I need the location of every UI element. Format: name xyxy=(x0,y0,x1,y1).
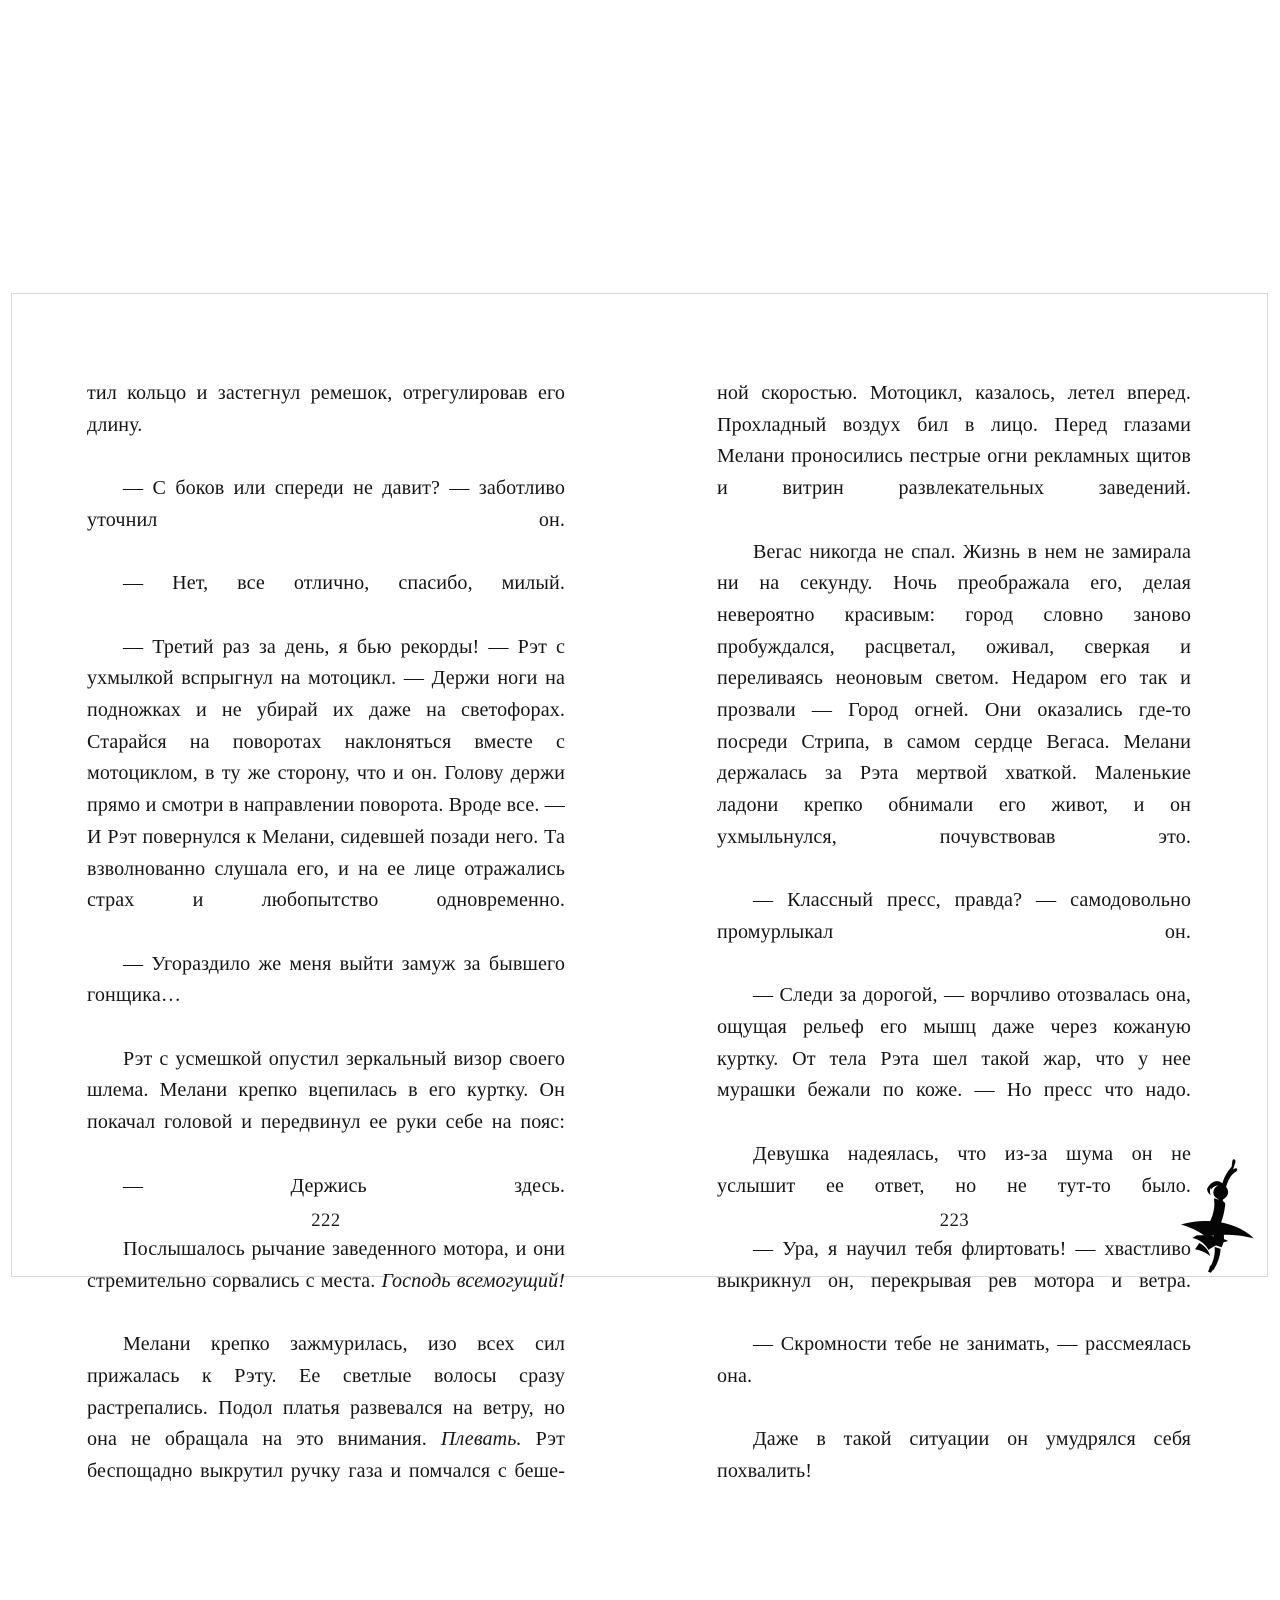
body-text: — Нет, все отлично, спасибо, милый. xyxy=(123,572,565,595)
body-text: — Классный пресс, правда? — самодовольно промурлыкал он. xyxy=(717,889,1191,943)
body-text: — Угораздило же меня выйти замуж за бывшего гонщика… xyxy=(87,952,565,1007)
body-text: — Третий раз за день, я бью рекорды! — Рэт с ухмылкой вспрыгнул на мотоцикл. — Держи ноги на подножках и не убирай их даже на светофорах. Старайся на поворотах наклоняться вместе с мотоциклом, в ту же сторону, что и он. Голову держи прямо и смотри в направлении поворота. Вроде все. — И Рэт повернулся к Мелани, сидевшей позади него. Та взволнованно слушала его, и на ее лице отражались страх и любопытство одновременно. xyxy=(87,635,565,912)
emphasis-text: Господь всемогущий! xyxy=(381,1269,566,1292)
body-text: — Скромности тебе не занимать, — рассмеялась она. xyxy=(717,1333,1191,1387)
body-text: Мелани крепко зажмурилась, изо всех сил прижалась к Рэту. Ее светлые волосы сразу растрепались. Подол платья развевался на ветру, но она не обращала на это внимания. xyxy=(87,1333,565,1451)
paragraph xyxy=(87,568,565,631)
body-text: Даже в такой ситуации он умудрялся себя похвалить! xyxy=(717,1428,1191,1482)
body-text: Рэт с усмешкой опустил зеркальный визор своего шлема. Мелани крепко вцепилась в его куртку. Он покачал головой и передвинул ее руки себе на пояс: xyxy=(87,1047,565,1134)
paragraph xyxy=(717,980,1191,1139)
book-page-left xyxy=(12,294,640,1482)
emphasis-text: Плевать. xyxy=(440,1428,522,1451)
paragraph xyxy=(717,1329,1191,1424)
body-text: Послышалось рычание заведенного мотора, и они стремительно сорвались с места. xyxy=(87,1237,565,1292)
body-text: — Держись здесь. xyxy=(123,1174,565,1197)
paragraph xyxy=(717,885,1191,980)
right-page-text-column xyxy=(717,378,1191,1519)
paragraph xyxy=(87,949,565,1044)
body-text: тил кольцо и застегнул ремешок, отрегулировав его длину. xyxy=(87,382,565,436)
body-text: Девушка надеялась, что из-за шума он не услышит ее ответ, но не тут-то было. xyxy=(717,1142,1191,1197)
book-page-right xyxy=(640,294,1269,1482)
left-page-text-column xyxy=(87,378,565,1519)
paragraph xyxy=(87,632,565,949)
book-page-spread xyxy=(11,293,1268,1482)
body-text: — Ура, я научил тебя флиртовать! — хвастливо выкрикнул он, перекрывая рев мотора и ветра. xyxy=(717,1237,1191,1292)
page-number-left: 222 xyxy=(311,1211,341,1231)
paragraph xyxy=(87,473,565,568)
body-text: — Следи за дорогой, — ворчливо отозвалась она, ощущая рельеф его мышц даже через кожаную куртку. От тела Рэта шел такой жар, что у нее мурашки бежали по коже. — Но пресс что надо. xyxy=(717,984,1191,1102)
paragraph xyxy=(87,1234,565,1329)
paragraph xyxy=(717,378,1191,537)
body-text: Рэт беспощадно выкрутил ручку газа и помчался с беше- xyxy=(87,1428,565,1482)
body-text: — С боков или спереди не давит? — заботливо уточнил он. xyxy=(87,477,565,531)
page-number-right: 223 xyxy=(939,1211,970,1231)
paragraph xyxy=(717,1234,1191,1329)
paragraph xyxy=(87,378,565,473)
paragraph xyxy=(87,1329,565,1519)
paragraph xyxy=(87,1044,565,1171)
body-text: Вегас никогда не спал. Жизнь в нем не замирала ни на секунду. Ночь преображала его, делая невероятно красивым: город словно заново пробуждался, расцветал, оживал, сверкая и переливаясь неоновым светом. Недаром его так и прозвали — Город огней. Они оказались где-то посреди Стрипа, в самом сердце Вегаса. Мелани держалась за Рэта мертвой хваткой. Маленькие ладони крепко обнимали его живот, и он ухмыльнулся, почувствовав это. xyxy=(717,540,1191,848)
body-text: ной скоростью. Мотоцикл, казалось, летел вперед. Прохладный воздух бил в лицо. Перед глазами Мелани проносились пестрые огни рекламных щитов и витрин развлекательных заведений. xyxy=(717,382,1191,500)
paragraph xyxy=(717,1424,1191,1519)
paragraph xyxy=(717,537,1191,886)
